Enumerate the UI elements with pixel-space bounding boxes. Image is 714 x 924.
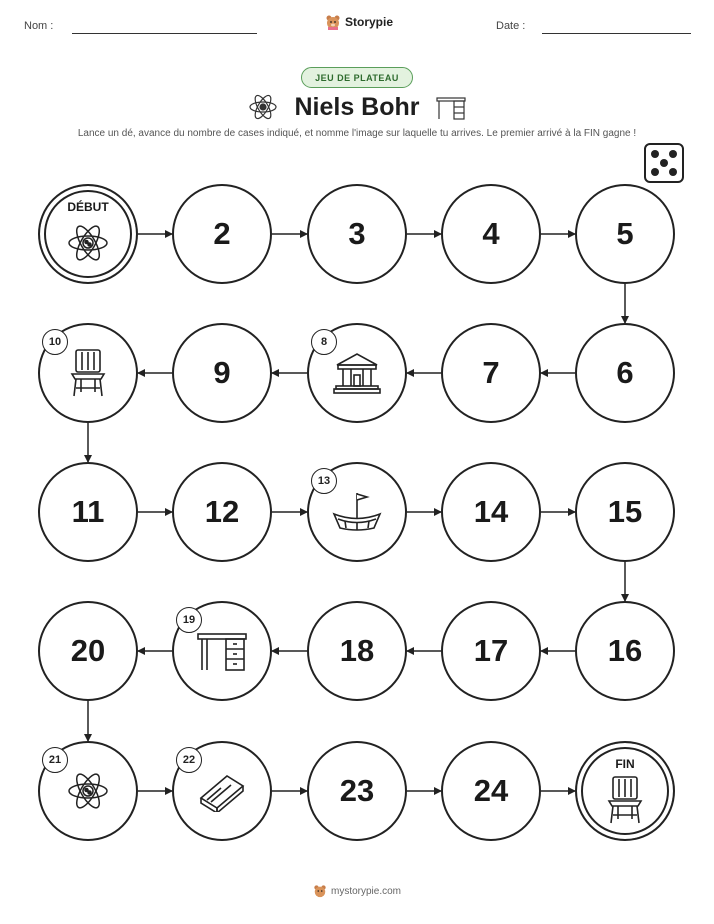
footer (0, 884, 714, 898)
brand-name: Storypie (345, 15, 394, 29)
name-label: Nom : (24, 20, 54, 32)
board-cell-5[interactable] (575, 184, 675, 284)
board-cell-24[interactable] (441, 741, 541, 841)
board-cell-19[interactable] (172, 601, 272, 701)
bear-icon (313, 884, 327, 898)
cell-number: 2 (213, 216, 231, 251)
book-icon (197, 770, 247, 812)
board-cell-7[interactable] (441, 323, 541, 423)
cell-number: 20 (70, 633, 106, 668)
cell-number: 4 (482, 216, 500, 251)
atom-icon (66, 769, 110, 813)
cell-number: 6 (616, 355, 634, 390)
cell-number-badge: 21 (42, 747, 68, 773)
board-cell-4[interactable] (441, 184, 541, 284)
footer-url[interactable]: mystorypie.com (330, 885, 401, 897)
board-cell-21[interactable] (38, 741, 138, 841)
cell-number-badge: 10 (42, 329, 68, 355)
finish-cell[interactable] (575, 741, 675, 841)
cell-number-badge: 19 (176, 607, 202, 633)
cell-number: 16 (607, 633, 643, 668)
board-cell-20[interactable] (38, 601, 138, 701)
boat-icon (331, 490, 383, 534)
board-cell-8[interactable] (307, 323, 407, 423)
board-cell-13[interactable] (307, 462, 407, 562)
cell-number: 17 (473, 633, 509, 668)
cell-label: FIN (615, 757, 635, 771)
board-cell-12[interactable] (172, 462, 272, 562)
page-title: Niels Bohr (294, 92, 420, 121)
cell-number: 5 (616, 216, 634, 251)
atom-icon (66, 221, 110, 265)
cell-number-badge: 8 (311, 329, 337, 355)
museum-icon (333, 351, 381, 395)
board-cell-14[interactable] (441, 462, 541, 562)
cell-number: 23 (339, 773, 375, 808)
board-cell-10[interactable] (38, 323, 138, 423)
start-cell[interactable] (38, 184, 138, 284)
board-cell-22[interactable] (172, 741, 272, 841)
board-cell-18[interactable] (307, 601, 407, 701)
board-cell-3[interactable] (307, 184, 407, 284)
cell-number: 15 (607, 494, 643, 529)
board-cell-23[interactable] (307, 741, 407, 841)
cell-number: 7 (482, 355, 500, 390)
cell-number: 12 (204, 494, 240, 529)
board-cell-2[interactable] (172, 184, 272, 284)
board-cell-6[interactable] (575, 323, 675, 423)
cell-number: 18 (339, 633, 375, 668)
cell-number: 9 (213, 355, 231, 390)
cell-label: DÉBUT (67, 200, 109, 214)
cell-number: 3 (348, 216, 366, 251)
board-cell-9[interactable] (172, 323, 272, 423)
board-cell-15[interactable] (575, 462, 675, 562)
date-label: Date : (496, 20, 526, 32)
chair-icon (605, 775, 645, 825)
desk-icon (196, 630, 248, 672)
board-cell-11[interactable] (38, 462, 138, 562)
chair-icon (68, 348, 108, 398)
cell-number-badge: 13 (311, 468, 337, 494)
cell-number-badge: 22 (176, 747, 202, 773)
cell-number: 11 (71, 494, 105, 529)
instructions: Lance un dé, avance du nombre de cases indiqué, et nomme l'image sur laquelle tu arrives. Le premier arrivé à la FIN gagne ! (77, 128, 637, 139)
cell-number: 14 (473, 494, 509, 529)
game-type-badge: JEU DE PLATEAU (301, 67, 413, 88)
cell-number: 24 (473, 773, 509, 808)
board-cell-17[interactable] (441, 601, 541, 701)
board-cell-16[interactable] (575, 601, 675, 701)
